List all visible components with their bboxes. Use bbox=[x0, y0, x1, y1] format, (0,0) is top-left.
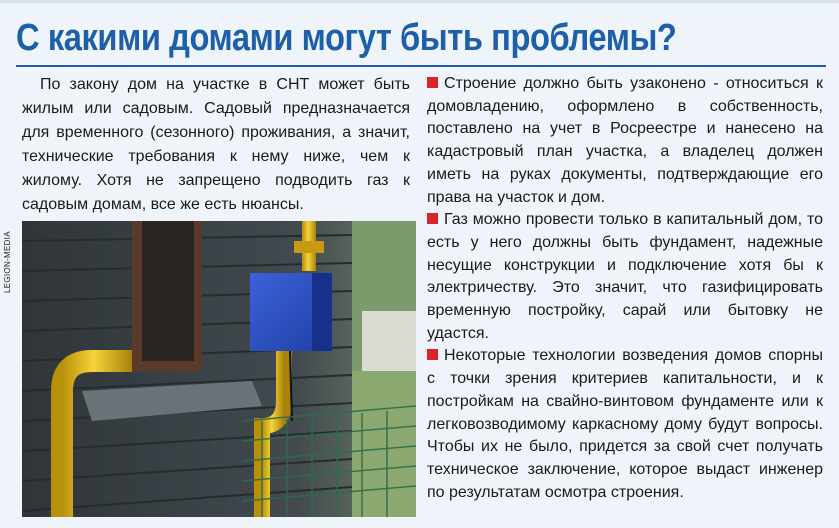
intro-paragraph bbox=[22, 73, 410, 217]
headline: С какими домами могут быть проблемы? bbox=[16, 17, 677, 59]
headline-rule bbox=[16, 65, 826, 67]
red-square-bullet bbox=[427, 213, 438, 224]
list-item bbox=[427, 73, 823, 209]
photo-credit: LEGION-MEDIA bbox=[3, 231, 12, 293]
list-item bbox=[427, 209, 823, 345]
requirements-list bbox=[427, 73, 823, 504]
list-item-text: Строение должно быть узаконено - относиться к домовладению, оформлено в собственность, поставлено на учет в Росреестре и нанесено на кадастровый план участка, а владелец должен иметь на руках документы, подтверждающие его права на участок и дом. bbox=[427, 75, 823, 206]
list-item bbox=[427, 345, 823, 504]
red-square-bullet bbox=[427, 77, 438, 88]
list-item-text: Некоторые технологии возведения домов спорны с точки зрения критериев капитальности, и к постройкам на свайно-винтовом фундаменте или к легковозводимому каркасному дому будут вопросы. Чтобы их не было, придется за свой счет получать техническое заключение, которое выдаст инженер по результатам осмотра строения. bbox=[427, 347, 823, 501]
list-item-text: Газ можно провести только в капитальный дом, то есть у него должны быть фундамент, надежные несущие конструкции и подключение хотя бы к электричеству. Это значит, что газифицировать временную постройку, сарай или бытовку не удастся. bbox=[427, 211, 823, 342]
intro-text: По закону дом на участке в СНТ может быть жилым или садовым. Садовый предназначается для временного (сезонного) проживания, а значит, технические требования к нему ниже, чем к жилому. Хотя не запрещено подводить газ к садовым домам, все же есть нюансы. bbox=[22, 76, 410, 213]
red-square-bullet bbox=[427, 349, 438, 360]
gas-meter-illustration bbox=[22, 221, 416, 517]
article-photo bbox=[22, 221, 416, 517]
